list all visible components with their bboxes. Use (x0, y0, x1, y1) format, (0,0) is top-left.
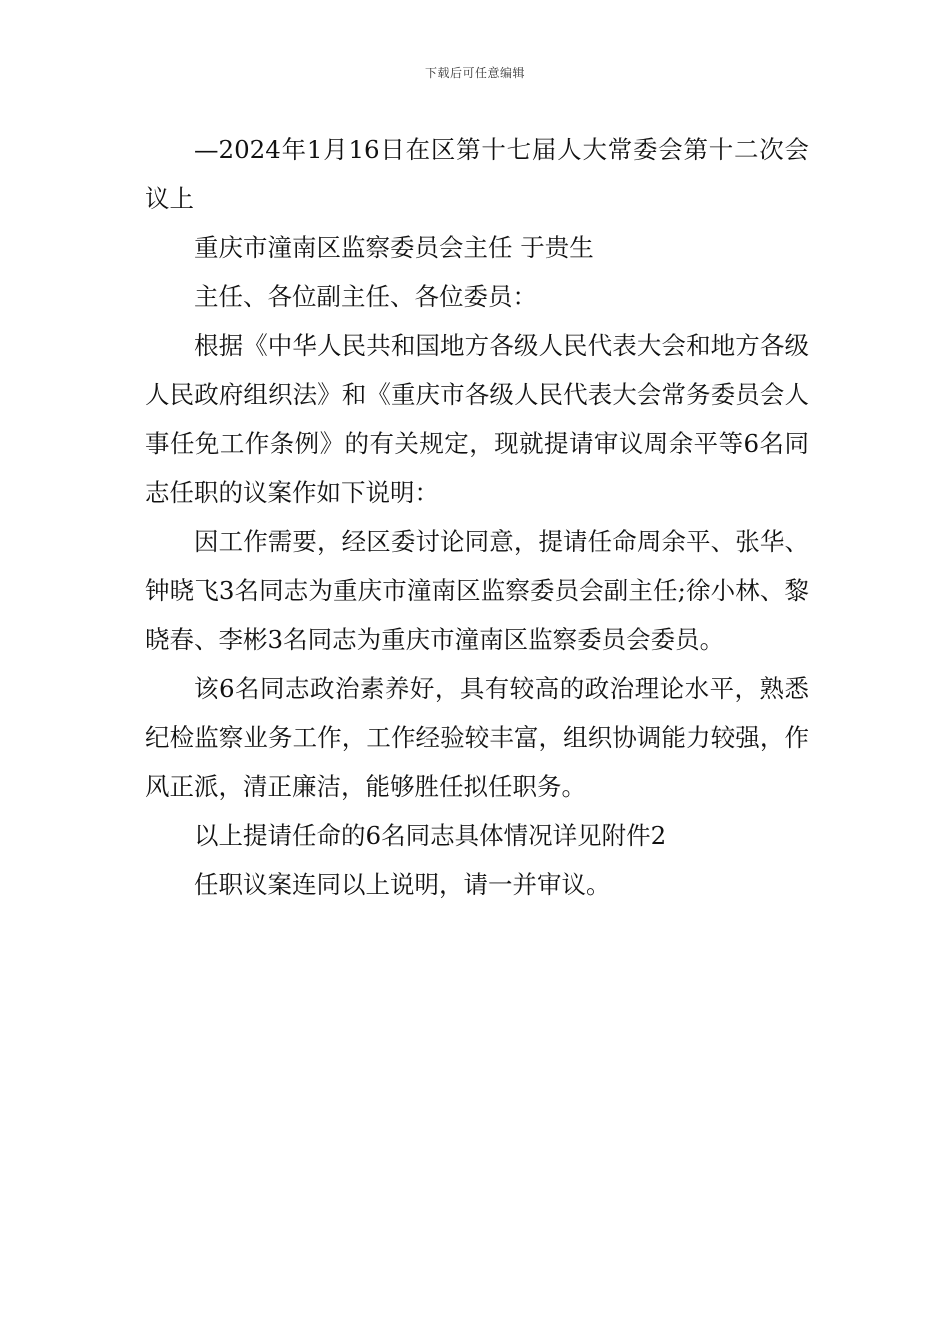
paragraph-qualifications: 该6名同志政治素养好，具有较高的政治理论水平，熟悉纪检监察业务工作，工作经验较丰富，组织协调能力较强，作风正派，清正廉洁，能够胜任拟任职务。 (145, 674, 809, 801)
salutation: 主任、各位副主任、各位委员： (194, 282, 537, 311)
speaker-line: 重庆市潼南区监察委员会主任 于贵生 (194, 233, 594, 262)
document-body (145, 125, 809, 909)
header-note: 下载后可任意编辑 (424, 66, 525, 80)
paragraph-nominations: 因工作需要，经区委讨论同意，提请任命周余平、张华、钟晓飞3名同志为重庆市潼南区监察委员会副主任;徐小林、黎晓春、李彬3名同志为重庆市潼南区监察委员会委员。 (145, 527, 809, 654)
date-venue-line: —2024年1月16日在区第十七届人大常委会第十二次会议上 (145, 135, 809, 213)
paragraph-legal-basis: 根据《中华人民共和国地方各级人民代表大会和地方各级人民政府组织法》和《重庆市各级人民代表大会常务委员会人事任免工作条例》的有关规定，现就提请审议周余平等6名同志任职的议案作如下说明： (145, 331, 809, 507)
paragraph-closing: 任职议案连同以上说明，请一并审议。 (194, 870, 611, 899)
paragraph-attachment: 以上提请任命的6名同志具体情况详见附件2 (194, 821, 667, 850)
